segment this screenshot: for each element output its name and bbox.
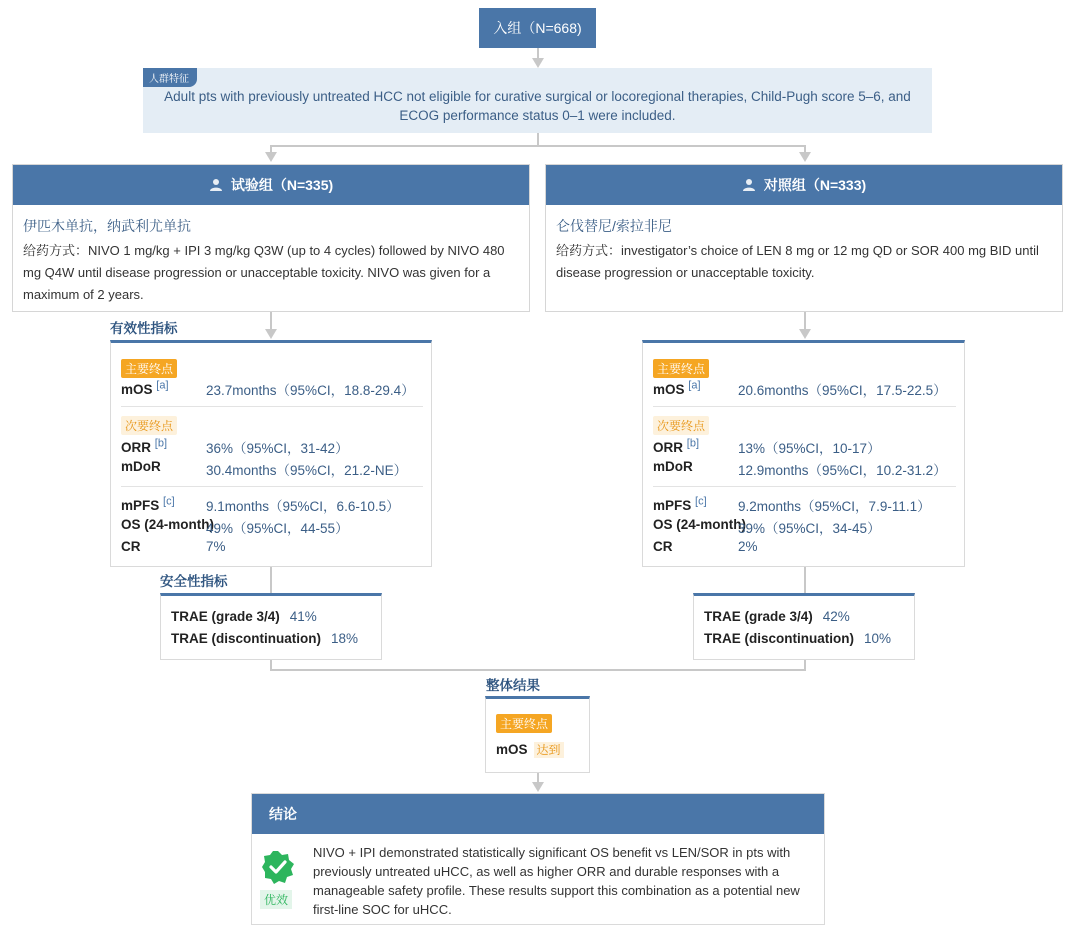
conclusion-panel <box>251 793 825 925</box>
arrow-down-icon <box>532 782 544 792</box>
metric-value: 13%（95%CI，10-17） <box>738 441 881 456</box>
metric-value: 36%（95%CI，31-42） <box>206 441 349 456</box>
trae-discontinuation-row <box>171 631 358 646</box>
efficacy-panel-experimental <box>110 340 432 567</box>
arm-drug: 仑伐替尼/索拉非尼 <box>556 218 672 234</box>
metric-value: 30.4months（95%CI，21.2-NE） <box>206 463 408 478</box>
safety-panel-control <box>693 593 915 660</box>
trae-discontinuation-row <box>704 631 891 646</box>
metric-label: mOS <box>121 381 153 397</box>
primary-endpoint-tag: 主要终点 <box>496 714 552 733</box>
metric-label: OS (24-month) <box>121 517 214 532</box>
divider <box>653 406 956 407</box>
efficacy-label: 有效性指标 <box>110 321 178 336</box>
metric-value: 7% <box>206 539 226 554</box>
metric-label: TRAE (grade 3/4) <box>171 609 280 624</box>
orr-row <box>121 437 349 456</box>
safety-panel-experimental <box>160 593 382 660</box>
metric-label: TRAE (discontinuation) <box>171 631 321 646</box>
metric-value: 20.6months（95%CI，17.5-22.5） <box>738 383 947 398</box>
metric-value: 12.9months（95%CI，10.2-31.2） <box>738 463 947 478</box>
primary-endpoint-tag: 主要终点 <box>653 359 709 378</box>
cr-row <box>121 539 226 554</box>
superiority-badge: 优效 <box>260 890 292 909</box>
met-status-badge: 达到 <box>534 742 564 758</box>
connector <box>270 669 806 671</box>
metric-value: 41% <box>289 609 317 624</box>
footnote-ref: [a] <box>688 379 701 391</box>
mos-row <box>653 379 947 398</box>
metric-label: mDoR <box>653 459 693 474</box>
connector <box>804 312 806 330</box>
metric-value: 49%（95%CI，44-55） <box>206 521 349 536</box>
metric-label: mPFS <box>121 497 160 513</box>
arm-header <box>546 165 1062 205</box>
enrollment-box <box>479 8 596 48</box>
cr-row <box>653 539 758 554</box>
metric-value: 39%（95%CI，34-45） <box>738 521 881 536</box>
metric-label: ORR <box>653 439 683 455</box>
mdor-row <box>121 459 408 478</box>
user-icon <box>742 178 756 192</box>
footnote-ref: [b] <box>686 437 699 449</box>
footnote-ref: [c] <box>695 495 707 507</box>
metric-label: CR <box>653 539 673 554</box>
user-icon <box>209 178 223 192</box>
mpfs-row <box>121 495 400 514</box>
experimental-arm-box <box>12 164 530 312</box>
conclusion-title: 结论 <box>269 806 297 822</box>
arm-drug: 伊匹木单抗，纳武利尤单抗 <box>23 218 191 234</box>
trae-grade34-row <box>171 609 317 624</box>
footnote-ref: [b] <box>154 437 167 449</box>
metric-label: mOS <box>496 742 528 757</box>
secondary-endpoint-tag: 次要终点 <box>121 416 177 435</box>
efficacy-panel-control <box>642 340 965 567</box>
footnote-ref: [c] <box>163 495 175 507</box>
metric-label: CR <box>121 539 141 554</box>
trae-grade34-row <box>704 609 850 624</box>
overall-mos-row <box>496 741 564 758</box>
enrollment-label: 入组（N=668) <box>493 20 582 36</box>
orr-row <box>653 437 881 456</box>
arm-title: 对照组（N=333) <box>763 177 867 193</box>
connector <box>804 566 806 594</box>
population-tag: 人群特征 <box>143 68 197 87</box>
metric-value: 10% <box>863 631 892 646</box>
metric-label: OS (24-month) <box>653 517 746 532</box>
divider <box>121 406 423 407</box>
metric-label: mOS <box>653 381 685 397</box>
connector <box>270 312 272 330</box>
arrow-down-icon <box>265 329 277 339</box>
population-text: Adult pts with previously untreated HCC not eligible for curative surgical or locoregional therapies, Child-Pugh score 5–6, and ECOG performance status 0–1 were included. <box>164 89 911 123</box>
arrow-down-icon <box>532 58 544 68</box>
arrow-down-icon <box>799 329 811 339</box>
safety-label: 安全性指标 <box>160 574 228 589</box>
metric-label: ORR <box>121 439 151 455</box>
metric-label: TRAE (grade 3/4) <box>704 609 813 624</box>
arm-header <box>13 165 529 205</box>
overall-label: 整体结果 <box>486 678 540 693</box>
connector <box>270 566 272 594</box>
connector <box>270 145 806 147</box>
arm-regimen: 给药方式：NIVO 1 mg/kg + IPI 3 mg/kg Q3W (up to 4 cycles) followed by NIVO 480 mg Q4W until disease progression or unacceptable toxicity. NIVO was given for a maximum of 2 years. <box>23 243 505 302</box>
metric-value: 9.2months（95%CI，7.9-11.1） <box>738 499 931 514</box>
control-arm-box <box>545 164 1063 312</box>
arrow-down-icon <box>799 152 811 162</box>
conclusion-text: NIVO + IPI demonstrated statistically significant OS benefit vs LEN/SOR in pts with previously untreated uHCC, as well as higher ORR and durable responses with a manageable safety profile. These results support this combination as a potential new first-line SOC for uHCC. <box>313 845 800 917</box>
metric-label: mDoR <box>121 459 161 474</box>
mpfs-row <box>653 495 931 514</box>
metric-value: 23.7months（95%CI，18.8-29.4） <box>206 383 415 398</box>
conclusion-header <box>252 794 824 834</box>
arm-title: 试验组（N=335) <box>230 177 334 193</box>
metric-value: 18% <box>330 631 359 646</box>
mdor-row <box>653 459 947 478</box>
secondary-endpoint-tag: 次要终点 <box>653 416 709 435</box>
primary-endpoint-tag: 主要终点 <box>121 359 177 378</box>
metric-label: TRAE (discontinuation) <box>704 631 854 646</box>
arm-regimen: 给药方式：investigator’s choice of LEN 8 mg or 12 mg QD or SOR 400 mg BID until disease progression or unacceptable toxicity. <box>556 243 1039 280</box>
check-badge-icon <box>261 850 295 884</box>
divider <box>653 486 956 487</box>
os24-row <box>121 517 349 536</box>
mos-row <box>121 379 415 398</box>
metric-value: 2% <box>738 539 758 554</box>
metric-value: 42% <box>822 609 850 624</box>
overall-result-panel <box>485 696 590 773</box>
os24-row <box>653 517 881 536</box>
metric-label: mPFS <box>653 497 692 513</box>
population-box <box>143 68 932 133</box>
metric-value: 9.1months（95%CI，6.6-10.5） <box>206 499 400 514</box>
arrow-down-icon <box>265 152 277 162</box>
divider <box>121 486 423 487</box>
footnote-ref: [a] <box>156 379 169 391</box>
